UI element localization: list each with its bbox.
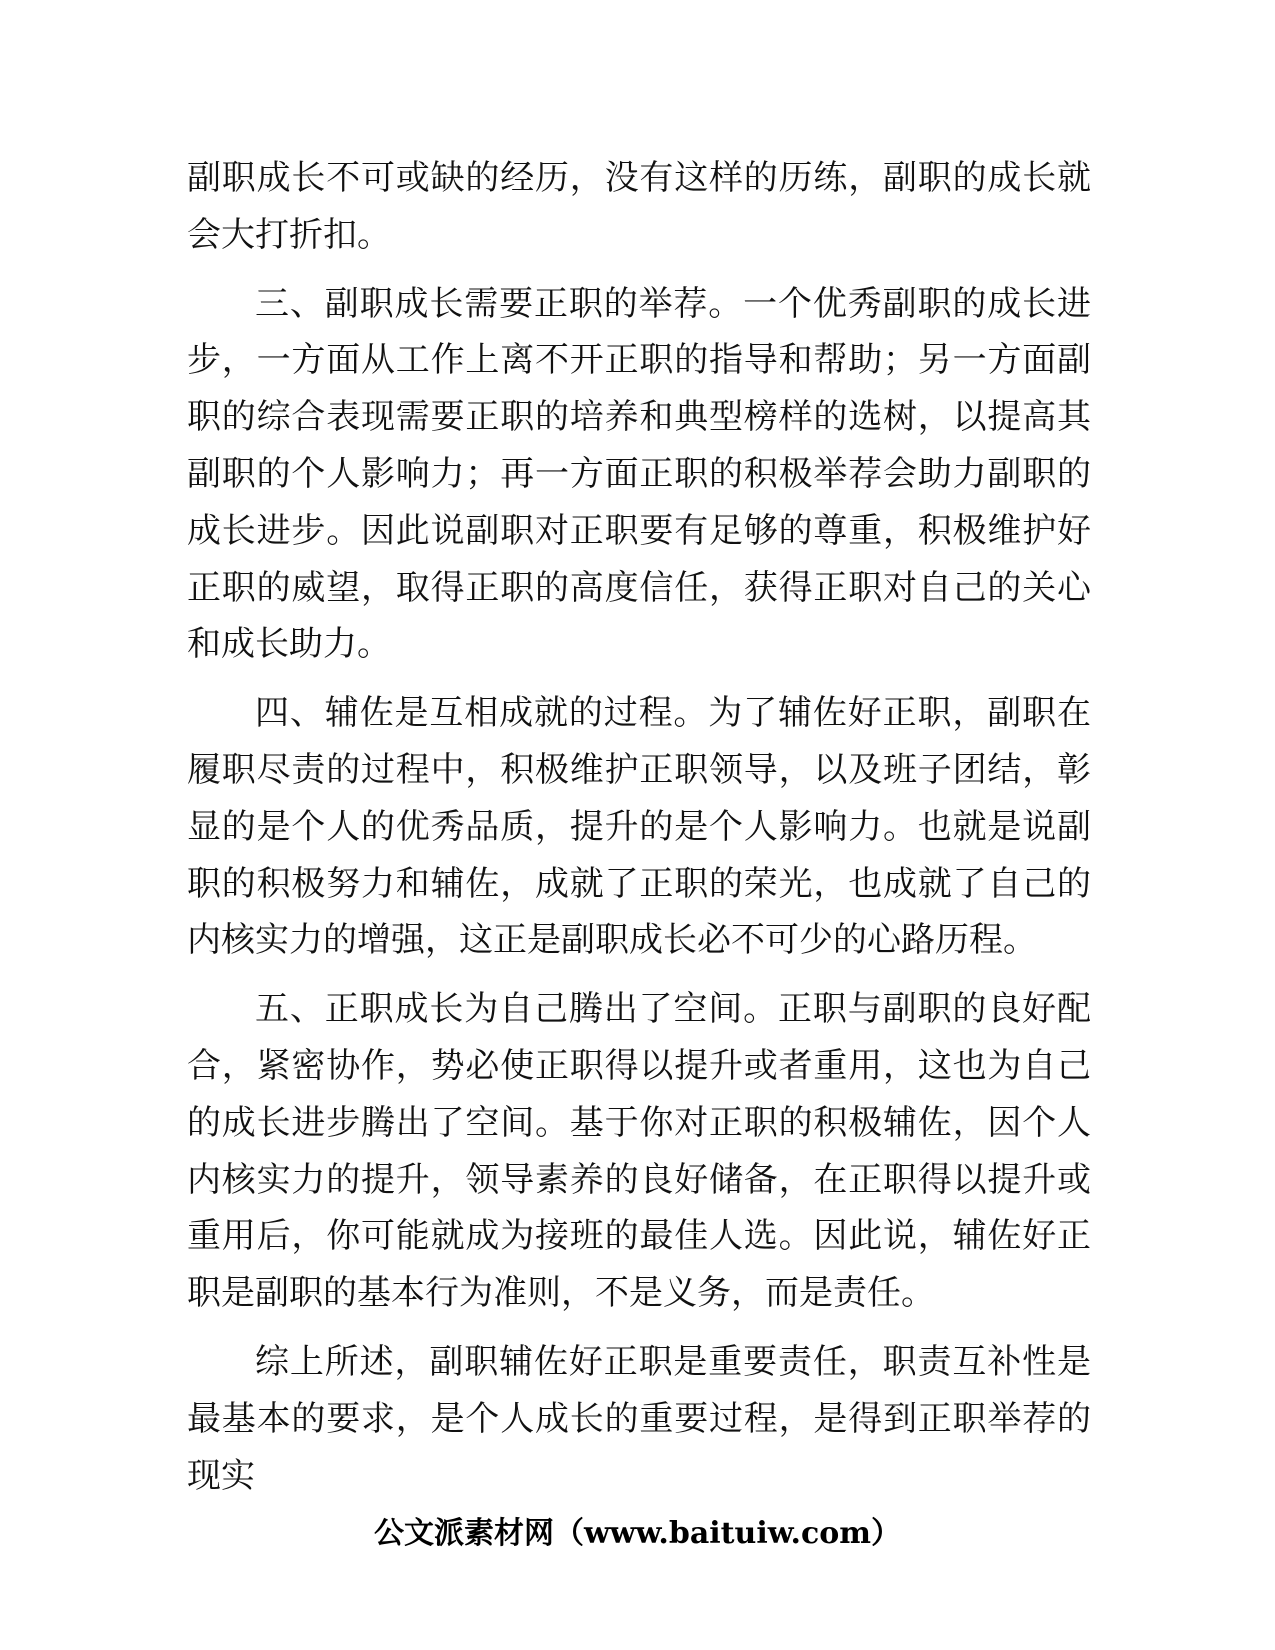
paragraph-summary: 综上所述，副职辅佐好正职是重要责任，职责互补性是最基本的要求，是个人成长的重要过程，是得到正职举荐的现实 bbox=[187, 1341, 1091, 1496]
page-footer-watermark: 公文派素材网（www.baituiw.com） bbox=[373, 1516, 902, 1551]
paragraph-section-four: 四、辅佐是互相成就的过程。为了辅佐好正职，副职在履职尽责的过程中，积极维护正职领导，以及班子团结，彰显的是个人的优秀品质，提升的是个人影响力。也就是说副职的积极努力和辅佐，成就了正职的荣光，也成就了自己的内核实力的增强，这正是副职成长必不可少的心路历程。 bbox=[187, 693, 1091, 961]
paragraph-section-three: 三、副职成长需要正职的举荐。一个优秀副职的成长进步，一方面从工作上离不开正职的指导和帮助；另一方面副职的综合表现需要正职的培养和典型榜样的选树，以提高其副职的个人影响力；再一方面正职的积极举荐会助力副职的成长进步。因此说副职对正职要有足够的尊重，积极维护好正职的威望，取得正职的高度信任，获得正职对自己的关心和成长助力。 bbox=[187, 283, 1091, 665]
paragraph-continuation: 副职成长不可或缺的经历，没有这样的历练，副职的成长就会大打折扣。 bbox=[187, 158, 1091, 255]
document-body bbox=[187, 150, 1091, 1516]
paragraph-section-five: 五、正职成长为自己腾出了空间。正职与副职的良好配合，紧密协作，势必使正职得以提升或者重用，这也为自己的成长进步腾出了空间。基于你对正职的积极辅佐，因个人内核实力的提升，领导素养的良好储备，在正职得以提升或重用后，你可能就成为接班的最佳人选。因此说，辅佐好正职是副职的基本行为准则，不是义务，而是责任。 bbox=[187, 989, 1091, 1314]
